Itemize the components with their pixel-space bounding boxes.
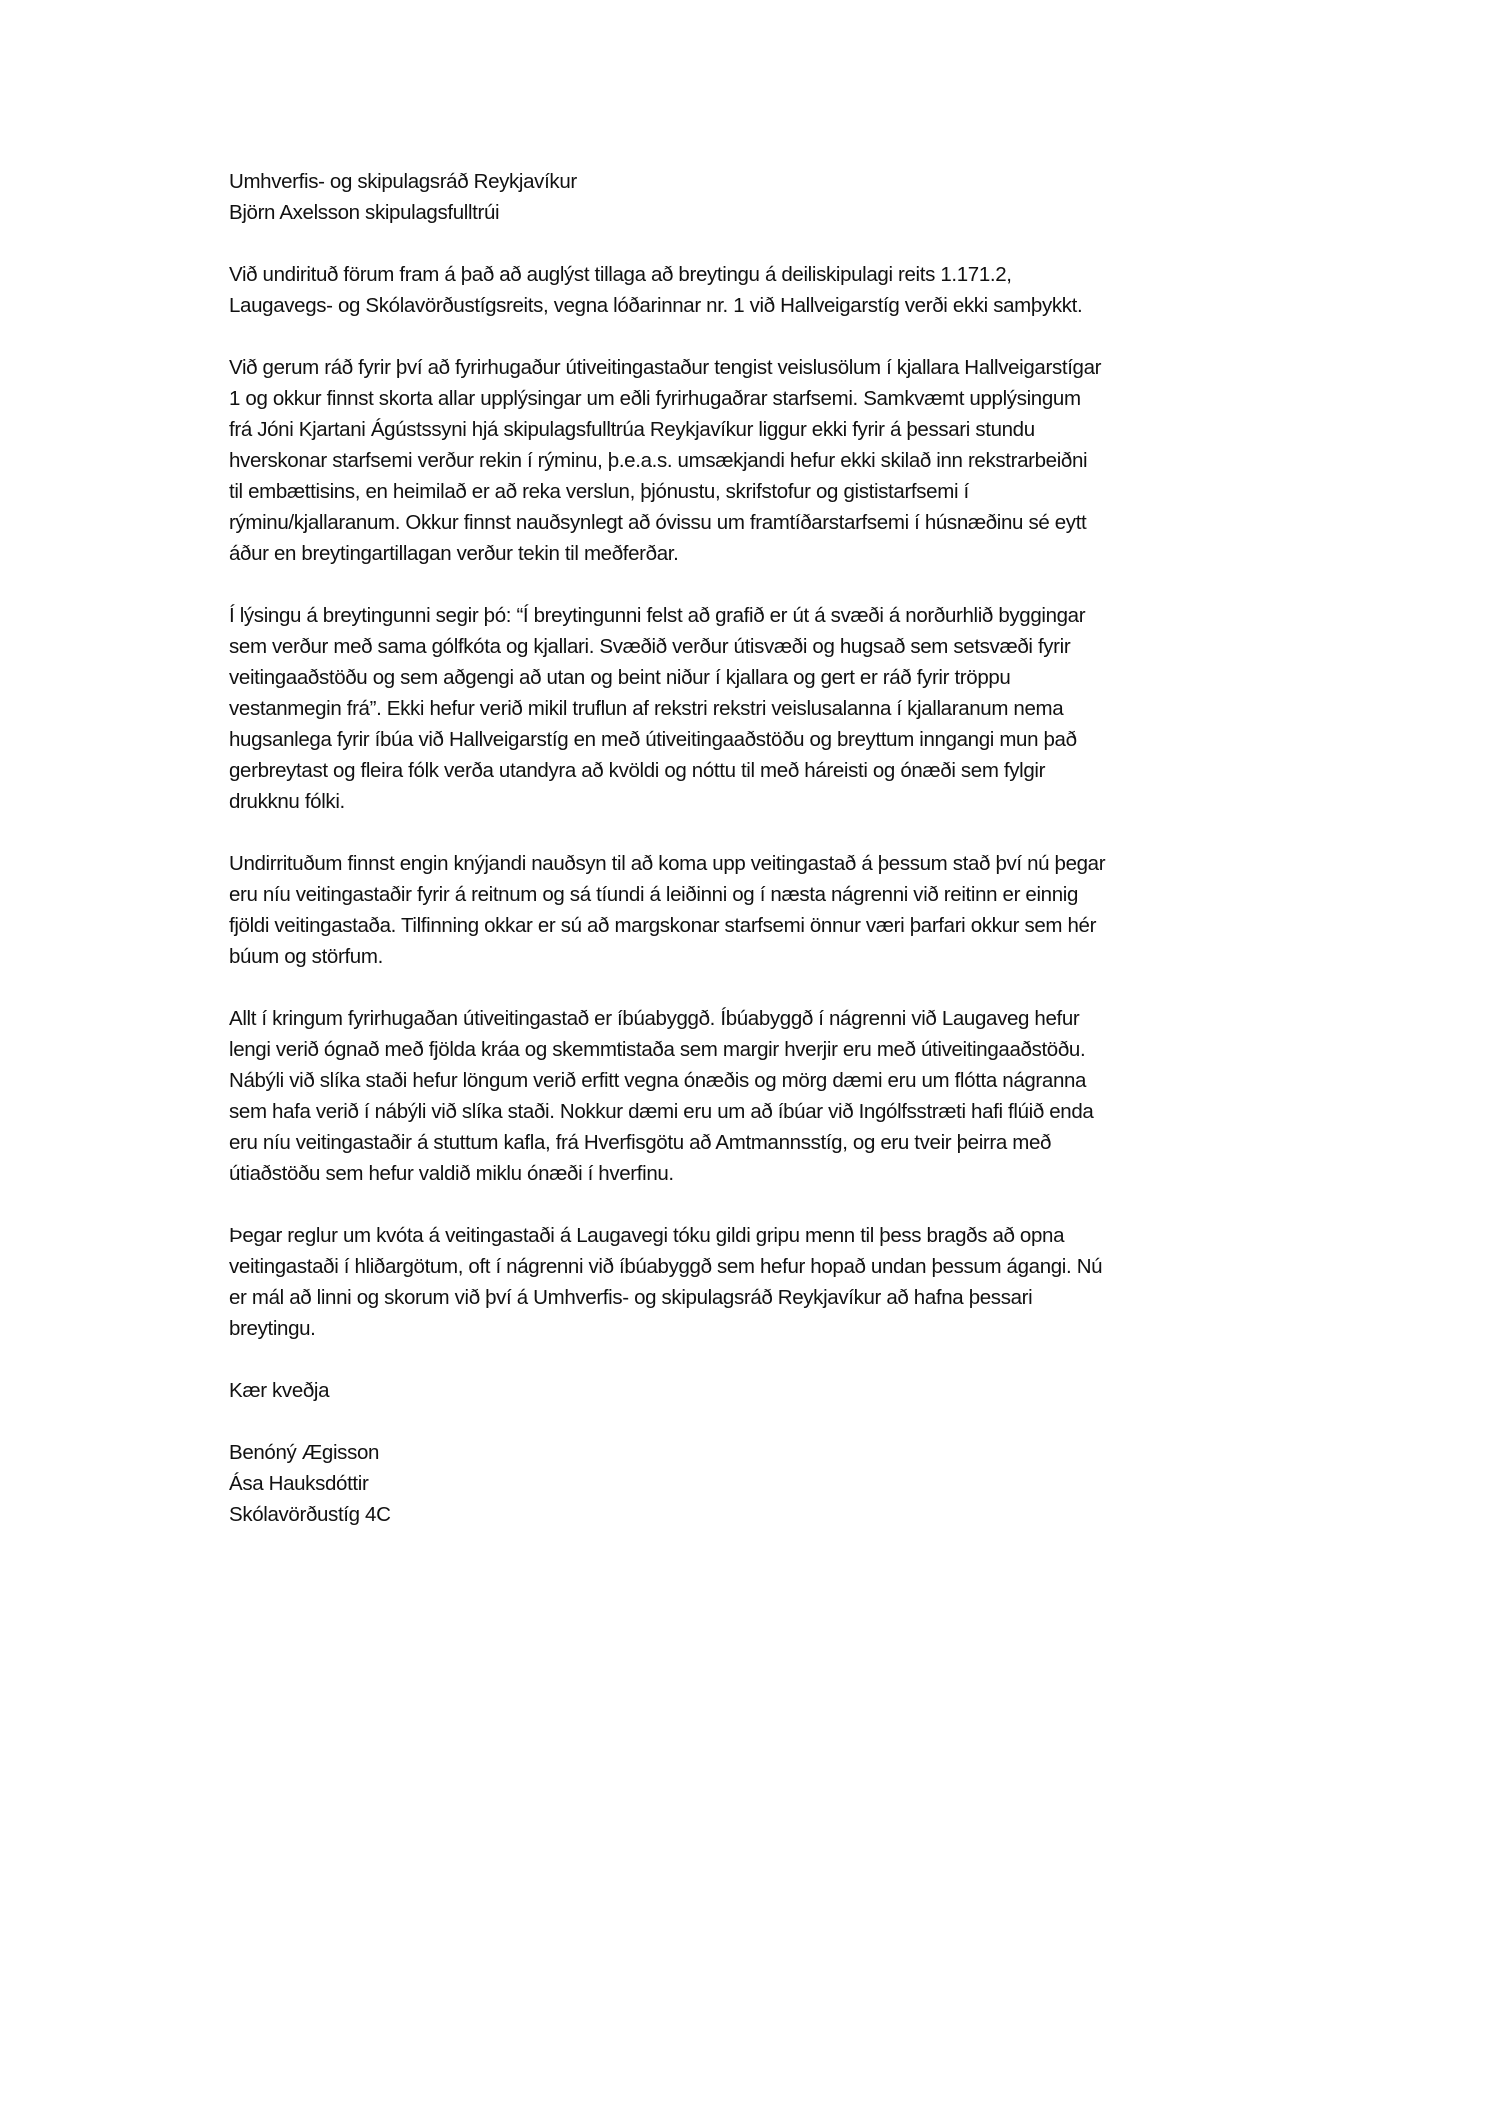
text-line: rýminu/kjallaranum. Okkur finnst nauðsynlegt að óvissu um framtíðarstarfsemi í húsnæðinu sé eytt: [229, 511, 1087, 534]
text-line: veitingaaðstöðu og sem aðgengi að utan og beint niður í kjallara og gert er ráð fyrir tröppu: [229, 666, 1011, 689]
text-line: búum og störfum.: [229, 945, 383, 968]
paragraph-description-quote: [229, 600, 1349, 817]
text-line: sem hafa verið í nábýli við slíka staði. Nokkur dæmi eru um að íbúar við Ingólfsstræti hafi flúið enda: [229, 1100, 1094, 1123]
spacer: [229, 228, 1349, 259]
text-line: Undirrituðum finnst engin knýjandi nauðsyn til að koma upp veitingastað á þessum stað því nú þegar: [229, 852, 1106, 875]
paragraph-activity-info: [229, 352, 1349, 569]
paragraph-no-need: [229, 848, 1349, 972]
spacer: [229, 569, 1349, 600]
signatory-name: Benóný Ægisson: [229, 1441, 380, 1464]
text-line: er mál að linni og skorum við því á Umhverfis- og skipulagsráð Reykjavíkur að hafna þessari: [229, 1286, 1033, 1309]
text-line: gerbreytast og fleira fólk verða utandyra að kvöldi og nóttu til með háreisti og ónæði sem fylgir: [229, 759, 1046, 782]
text-line: Í lýsingu á breytingunni segir þó: “Í breytingunni felst að grafið er út á svæði á norðurhlið byggingar: [229, 604, 1086, 627]
text-line: Þegar reglur um kvóta á veitingastaði á Laugavegi tóku gildi gripu menn til þess bragðs að opna: [229, 1224, 1065, 1247]
text-line: Nábýli við slíka staði hefur löngum verið erfitt vegna ónæðis og mörg dæmi eru um flótta nágranna: [229, 1069, 1087, 1092]
text-line: frá Jóni Kjartani Ágústssyni hjá skipulagsfulltrúa Reykjavíkur liggur ekki fyrir á þessari stundu: [229, 418, 1035, 441]
text-line: Við undirituð förum fram á það að auglýst tillaga að breytingu á deiliskipulagi reits 1.171.2,: [229, 263, 1012, 286]
text-line: Laugavegs- og Skólavörðustígsreits, vegna lóðarinnar nr. 1 við Hallveigarstíg verði ekki samþykkt.: [229, 294, 1083, 317]
recipient-name: Umhverfis- og skipulagsráð Reykjavíkur: [229, 170, 577, 193]
text-line: veitingastaði í hliðargötum, oft í nágrenni við íbúabyggð sem hefur hopað undan þessum ágangi. Nú: [229, 1255, 1103, 1278]
text-line: til embættisins, en heimilað er að reka verslun, þjónustu, skrifstofur og gististarfsemi í: [229, 480, 969, 503]
spacer: [229, 817, 1349, 848]
text-line: 1 og okkur finnst skorta allar upplýsingar um eðli fyrirhugaðrar starfsemi. Samkvæmt upplýsingum: [229, 387, 1081, 410]
text-line: hugsanlega fyrir íbúa við Hallveigarstíg en með útiveitingaaðstöðu og breyttum inngangi mun það: [229, 728, 1077, 751]
text-line: Við gerum ráð fyrir því að fyrirhugaður útiveitingastaður tengist veislusölum í kjallara Hallveigarstígar: [229, 356, 1102, 379]
spacer: [229, 1344, 1349, 1375]
text-line: áður en breytingartillagan verður tekin til meðferðar.: [229, 542, 679, 565]
closing-greeting: Kær kveðja: [229, 1379, 330, 1402]
recipient-officer: Björn Axelsson skipulagsfulltrúi: [229, 201, 500, 224]
text-line: drukknu fólki.: [229, 790, 345, 813]
recipient-block: [229, 166, 1349, 228]
paragraph-request: [229, 259, 1349, 321]
spacer: [229, 972, 1349, 1003]
text-line: útiaðstöðu sem hefur valdið miklu ónæði í hverfinu.: [229, 1162, 674, 1185]
signature-block: [229, 1437, 1349, 1530]
text-line: Allt í kringum fyrirhugaðan útiveitingastað er íbúabyggð. Íbúabyggð í nágrenni við Laugaveg hefur: [229, 1007, 1080, 1030]
spacer: [229, 321, 1349, 352]
text-line: lengi verið ógnað með fjölda kráa og skemmtistaða sem margir hverjir eru með útiveitingaaðstöðu.: [229, 1038, 1086, 1061]
text-line: sem verður með sama gólfkóta og kjallari. Svæðið verður útisvæði og hugsað sem setsvæði fyrir: [229, 635, 1071, 658]
letter-page: [229, 166, 1349, 1530]
paragraph-residential-area: [229, 1003, 1349, 1189]
text-line: fjöldi veitingastaða. Tilfinning okkar er sú að margskonar starfsemi önnur væri þarfari okkur sem hér: [229, 914, 1097, 937]
signatory-name: Ása Hauksdóttir: [229, 1472, 369, 1495]
text-line: eru níu veitingastaðir fyrir á reitnum og sá tíundi á leiðinni og í næsta nágrenni við reitinn er einnig: [229, 883, 1079, 906]
spacer: [229, 1189, 1349, 1220]
closing-block: [229, 1375, 1349, 1406]
text-line: eru níu veitingastaðir á stuttum kafla, frá Hverfisgötu að Amtmannsstíg, og eru tveir þeirra með: [229, 1131, 1052, 1154]
text-line: vestanmegin frá”. Ekki hefur verið mikil truflun af rekstri rekstri veislusalanna í kjallaranum nema: [229, 697, 1064, 720]
text-line: hverskonar starfsemi verður rekin í rýminu, þ.e.a.s. umsækjandi hefur ekki skilað inn rekstrarbeiðni: [229, 449, 1088, 472]
paragraph-conclusion: [229, 1220, 1349, 1344]
text-line: breytingu.: [229, 1317, 316, 1340]
signatory-address: Skólavörðustíg 4C: [229, 1503, 391, 1526]
spacer: [229, 1406, 1349, 1437]
